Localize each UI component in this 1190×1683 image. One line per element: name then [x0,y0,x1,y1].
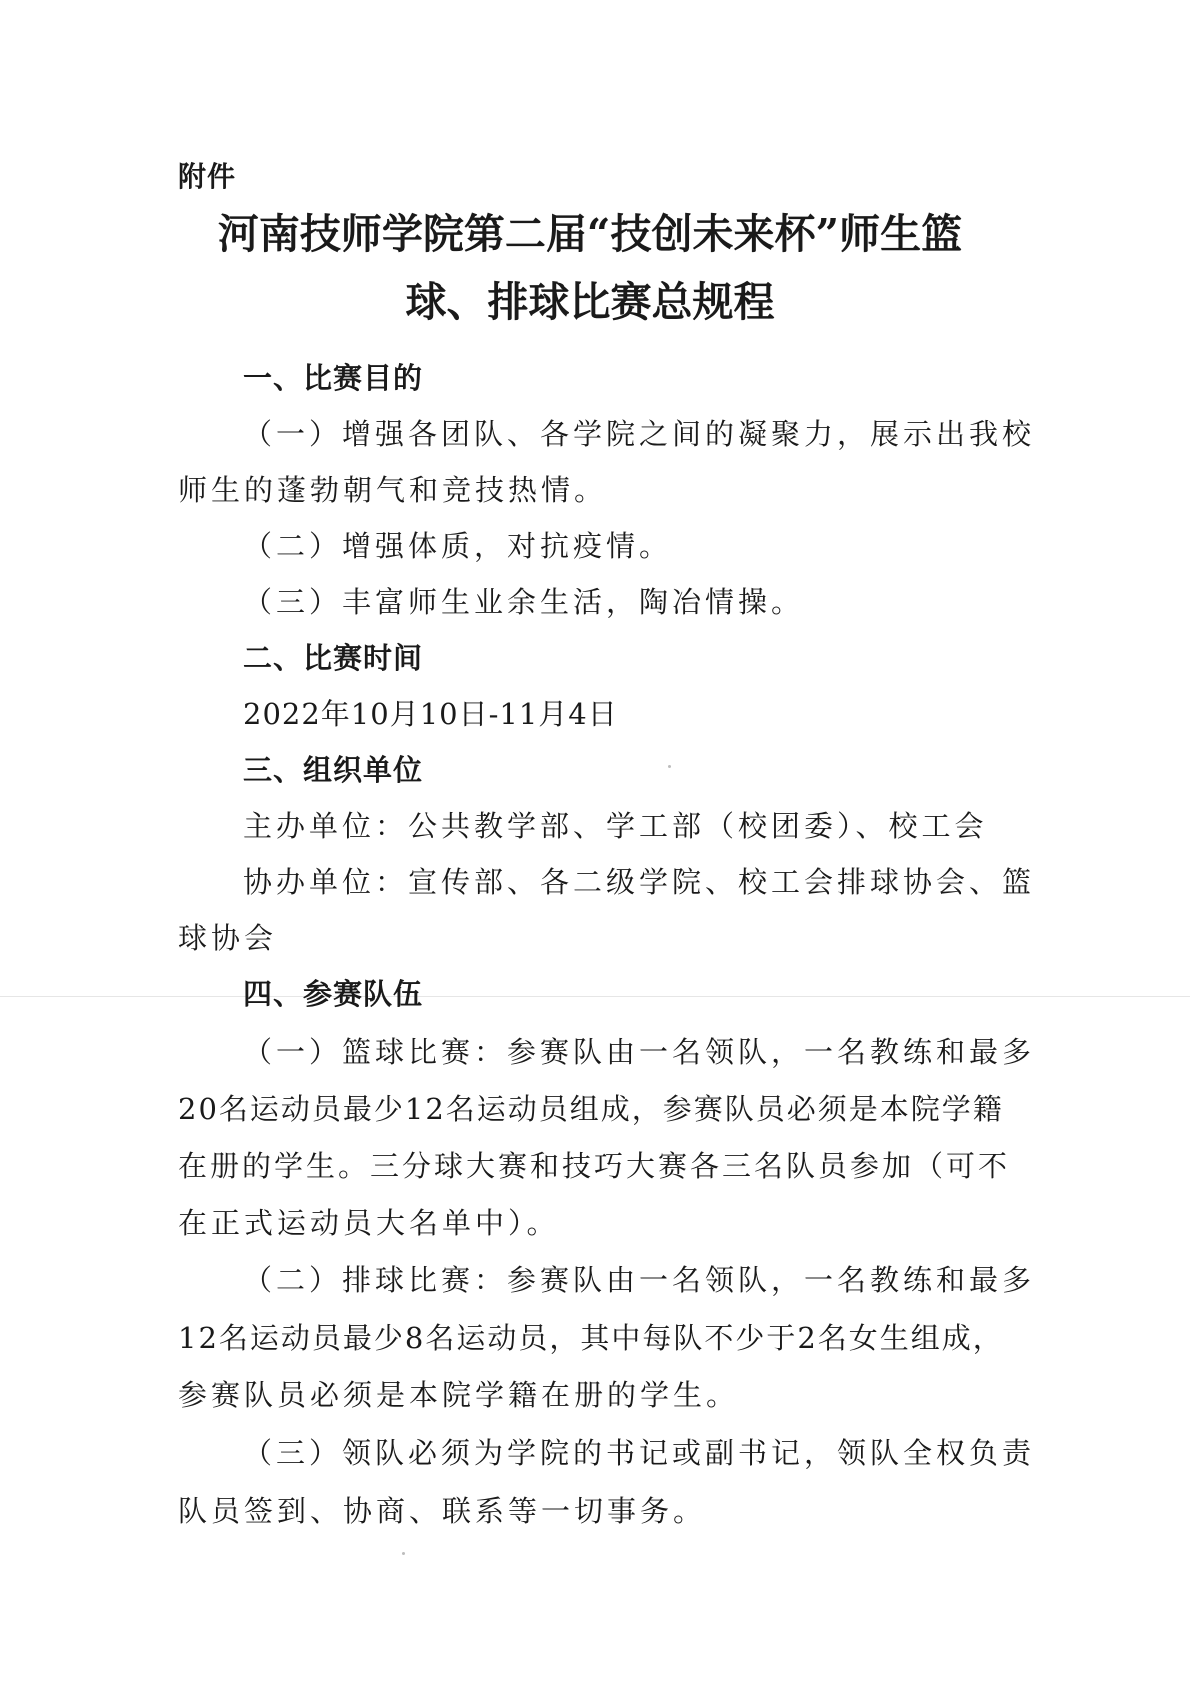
paragraph-line: 20名运动员最少12名运动员组成，参赛队员必须是本院学籍 [178,1092,1004,1126]
section-heading-time: 二、比赛时间 [243,641,424,675]
paragraph-line: （三）领队必须为学院的书记或副书记，领队全权负责 [243,1436,1036,1470]
section-heading-organizers: 三、组织单位 [243,753,424,787]
attachment-label: 附件 [178,160,237,193]
paragraph-line: 参赛队员必须是本院学籍在册的学生。 [178,1378,740,1412]
paragraph-line: 12名运动员最少8名运动员，其中每队不少于2名女生组成， [178,1321,1004,1355]
paragraph-line: （二）增强体质，对抗疫情。 [243,529,673,563]
scan-speck [402,1552,405,1555]
scan-speck [668,765,671,768]
paragraph-line: （一）增强各团队、各学院之间的凝聚力，展示出我校 [243,417,1036,451]
scan-fold-line [0,996,1190,997]
document-title [150,200,1030,336]
paragraph-line: （一）篮球比赛：参赛队由一名领队，一名教练和最多 [243,1035,1036,1069]
paragraph-line: （二）排球比赛：参赛队由一名领队，一名教练和最多 [243,1263,1036,1297]
section-heading-teams: 四、参赛队伍 [243,977,424,1011]
paragraph-line: 队员签到、协商、联系等一切事务。 [178,1494,707,1528]
title-line-2: 球、排球比赛总规程 [405,278,775,326]
paragraph-line: 在册的学生。三分球大赛和技巧大赛各三名队员参加（可不 [178,1149,1011,1183]
section-heading-purpose: 一、比赛目的 [243,361,424,395]
paragraph-line: 2022年10月10日-11月4日 [243,697,618,731]
paragraph-line: 协办单位：宣传部、各二级学院、校工会排球协会、篮 [243,865,1036,899]
paragraph-line: 主办单位：公共教学部、学工部（校团委）、校工会 [243,809,988,843]
paragraph-line: 球协会 [178,921,278,955]
paragraph-line: 师生的蓬勃朝气和竞技热情。 [178,473,608,507]
paragraph-line: 在正式运动员大名单中）。 [178,1206,560,1240]
title-line-1: 河南技师学院第二届“技创未来杯”师生篮 [217,210,963,258]
paragraph-line: （三）丰富师生业余生活，陶冶情操。 [243,585,805,619]
